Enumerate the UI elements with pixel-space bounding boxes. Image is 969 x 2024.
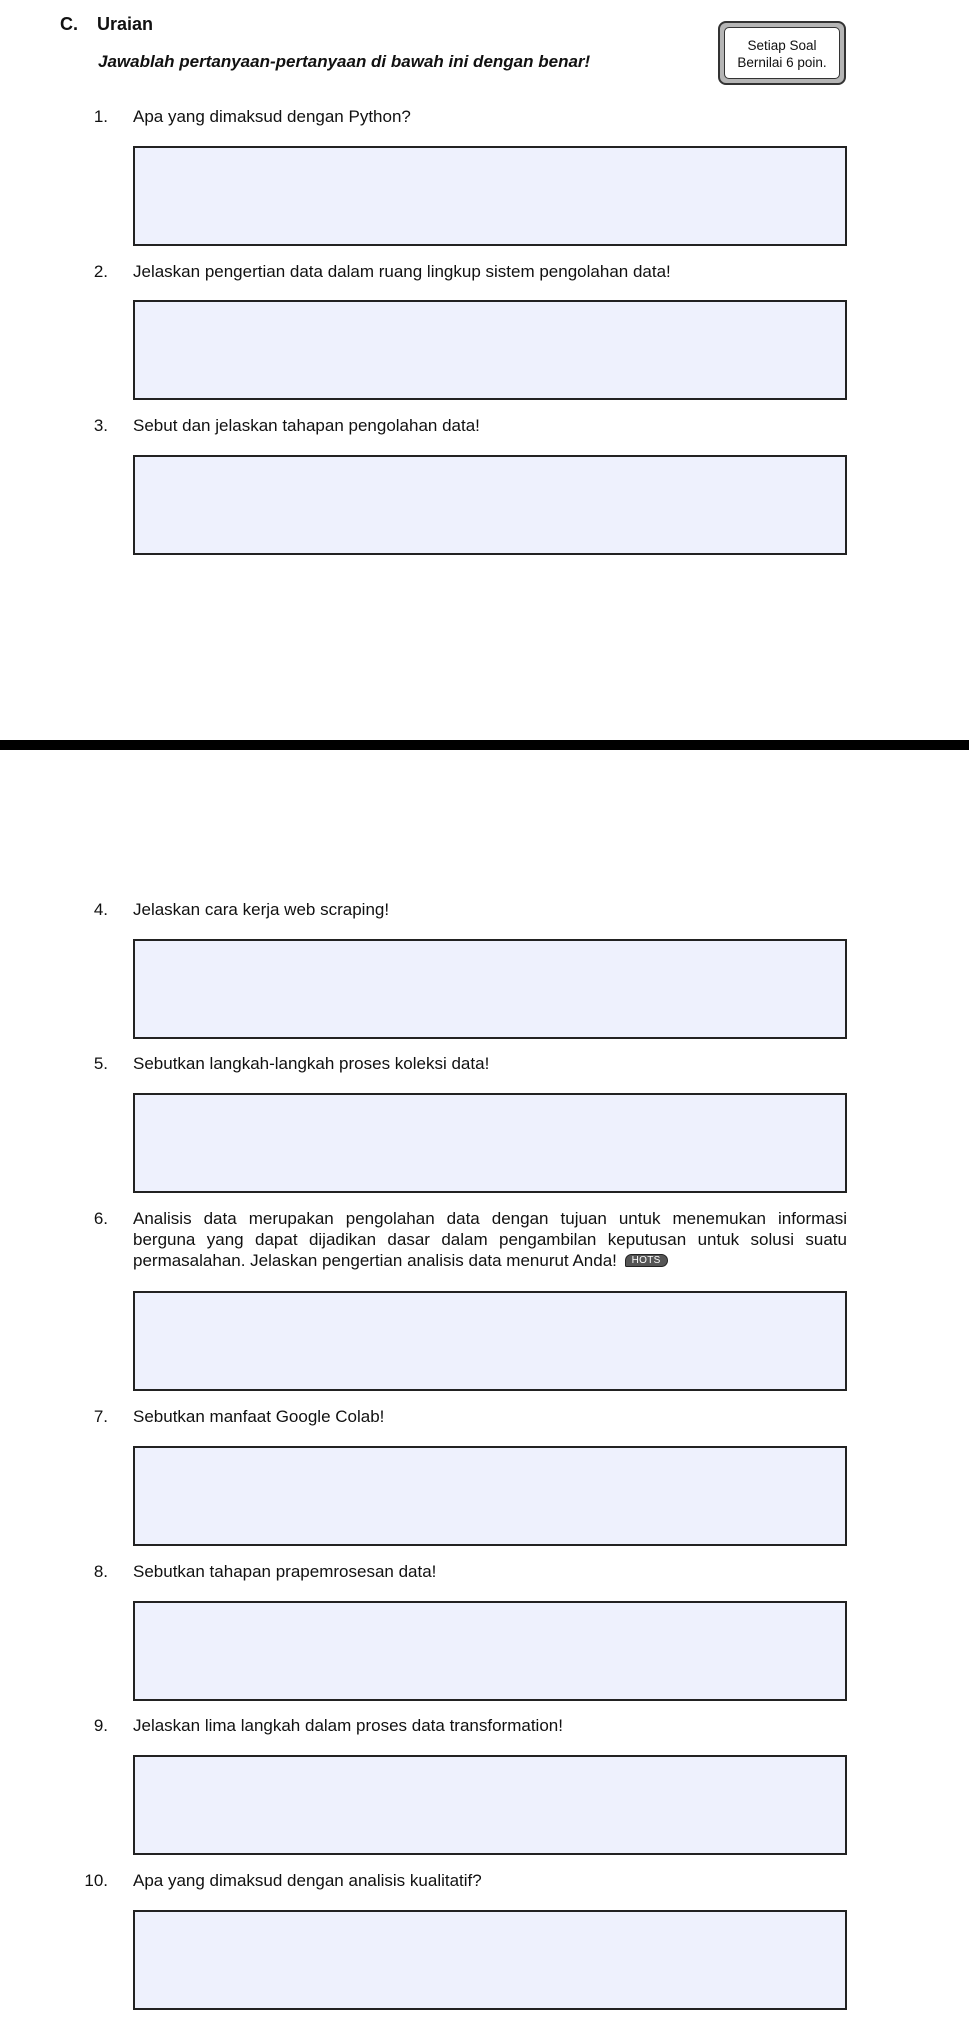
section-title: Uraian [97, 14, 154, 34]
question-number: 4. [93, 900, 108, 919]
question-text: Jelaskan pengertian data dalam ruang lingkup sistem pengolahan data! [133, 262, 671, 281]
section-heading [60, 14, 153, 35]
question-text: Jelaskan cara kerja web scraping! [133, 900, 390, 919]
question-number: 6. [93, 1209, 108, 1228]
question-number: 7. [93, 1407, 108, 1426]
answer-box-4[interactable] [133, 939, 847, 1039]
section-letter: C. [60, 14, 78, 34]
question-number: 2. [93, 262, 108, 281]
question-number: 5. [93, 1054, 108, 1073]
instruction-text: Jawablah pertanyaan-pertanyaan di bawah ini dengan benar! [98, 52, 591, 71]
answer-box-9[interactable] [133, 1755, 847, 1855]
question-number: 8. [93, 1562, 108, 1581]
question-number: 1. [93, 107, 108, 126]
question-text [133, 1208, 847, 1271]
answer-box-5[interactable] [133, 1093, 847, 1193]
question-text: Apa yang dimaksud dengan analisis kualitatif? [133, 1871, 482, 1890]
question-text: Apa yang dimaksud dengan Python? [133, 107, 411, 126]
points-note-box [718, 21, 846, 85]
question-number: 3. [93, 416, 108, 435]
answer-box-1[interactable] [133, 146, 847, 246]
page-separator [0, 740, 969, 750]
question-text: Sebut dan jelaskan tahapan pengolahan data! [133, 416, 480, 435]
hots-badge: HOTS [625, 1254, 668, 1267]
question-text: Sebutkan manfaat Google Colab! [133, 1407, 385, 1426]
points-note-line-1: Setiap Soal [747, 38, 817, 53]
question-text: Sebutkan tahapan prapemrosesan data! [133, 1562, 437, 1581]
answer-box-3[interactable] [133, 455, 847, 555]
question-text: Sebutkan langkah-langkah proses koleksi data! [133, 1054, 490, 1073]
question-number: 9. [93, 1716, 108, 1735]
question-text: Jelaskan lima langkah dalam proses data transformation! [133, 1716, 563, 1735]
question-text-body: Analisis data merupakan pengolahan data dengan tujuan untuk menemukan informasi berguna yang dapat dijadikan dasar dalam pengambilan keputusan untuk solusi suatu permasalahan. Jelaskan pengertian analisis data menurut Anda! [133, 1209, 847, 1270]
worksheet-page-2 [0, 750, 969, 2024]
answer-box-10[interactable] [133, 1910, 847, 2010]
answer-box-7[interactable] [133, 1446, 847, 1546]
answer-box-8[interactable] [133, 1601, 847, 1701]
answer-box-6[interactable] [133, 1291, 847, 1391]
points-note-line-2: Bernilai 6 poin. [737, 55, 827, 70]
question-number: 10. [84, 1871, 108, 1890]
worksheet-page-1 [0, 0, 969, 740]
answer-box-2[interactable] [133, 300, 847, 400]
